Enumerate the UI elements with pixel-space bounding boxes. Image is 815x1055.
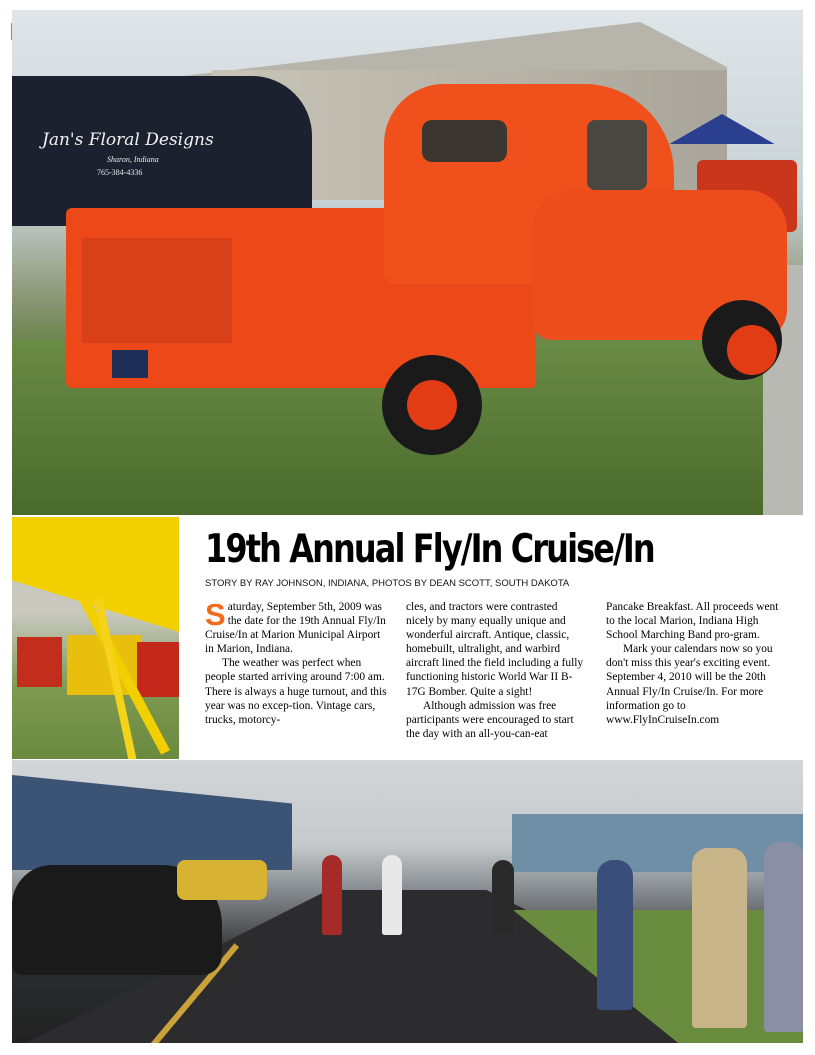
van-sub-lettering: Sharon, Indiana xyxy=(107,155,159,164)
paragraph xyxy=(205,597,387,656)
truck-tailgate xyxy=(82,238,232,343)
hero-photo xyxy=(12,10,803,515)
black-van xyxy=(12,76,312,226)
left-hangar xyxy=(12,775,292,870)
article-column-2 xyxy=(406,600,588,741)
spectator xyxy=(322,855,342,935)
spectator xyxy=(692,848,747,1028)
license-plate xyxy=(112,350,148,378)
bottom-photo xyxy=(12,760,803,1043)
spectator xyxy=(492,860,514,935)
truck-rear-window xyxy=(422,120,507,162)
truck-side-window xyxy=(587,120,647,190)
drop-cap: S xyxy=(205,597,226,632)
paragraph: cles, and tractors were contrasted nicely by many equally unique and wonderful aircraft. Antique, classic, homebuilt, ultralight, and warbird aircraft lined the field including a fully functioning historic World War II B-17G Bomber. Quite a sight! xyxy=(406,601,584,698)
paragraph: The weather was perfect when people started arriving around 7:00 am. There is always a huge turnout, and this year was no excep-tion. Vintage cars, trucks, motorcy- xyxy=(205,657,387,726)
front-wheel xyxy=(702,300,782,380)
inset-red-tractor xyxy=(17,637,62,687)
paragraph: Mark your calendars now so you don't miss this year's exciting event. September 4, 2010 will be the 20th Annual Fly/In Cruise/In. For more information go to www.FlyInCruiseIn.com xyxy=(606,643,773,726)
van-lettering: Jan's Floral Designs xyxy=(42,130,214,150)
article-byline: STORY BY RAY JOHNSON, INDIANA, PHOTOS BY DEAN SCOTT, SOUTH DAKOTA xyxy=(205,578,570,589)
spectator xyxy=(597,860,633,1010)
inset-red-tractor-2 xyxy=(137,642,179,697)
right-hangar xyxy=(512,814,803,872)
paragraph-text: aturday, September 5th, 2009 was the date for the 19th Annual Fly/In Cruise/In at Marion Municipal Airport in Marion, Indiana. xyxy=(205,601,386,656)
van-phone-lettering: 765-384-4336 xyxy=(97,168,143,177)
yellow-classic-car xyxy=(177,860,267,900)
rear-wheel xyxy=(382,355,482,455)
article-column-3 xyxy=(606,600,790,727)
spectator xyxy=(382,855,402,935)
spectator xyxy=(764,842,803,1032)
article-headline: 19th Annual Fly/In Cruise/In xyxy=(205,527,654,572)
paragraph: Although admission was free participants were encouraged to start the day with an all-you-can-eat xyxy=(406,699,574,740)
paragraph: Pancake Breakfast. All proceeds went to the local Marion, Indiana High School Marching Band pro-gram. xyxy=(606,601,779,642)
inset-photo xyxy=(12,517,179,759)
article-column-1 xyxy=(205,597,387,727)
